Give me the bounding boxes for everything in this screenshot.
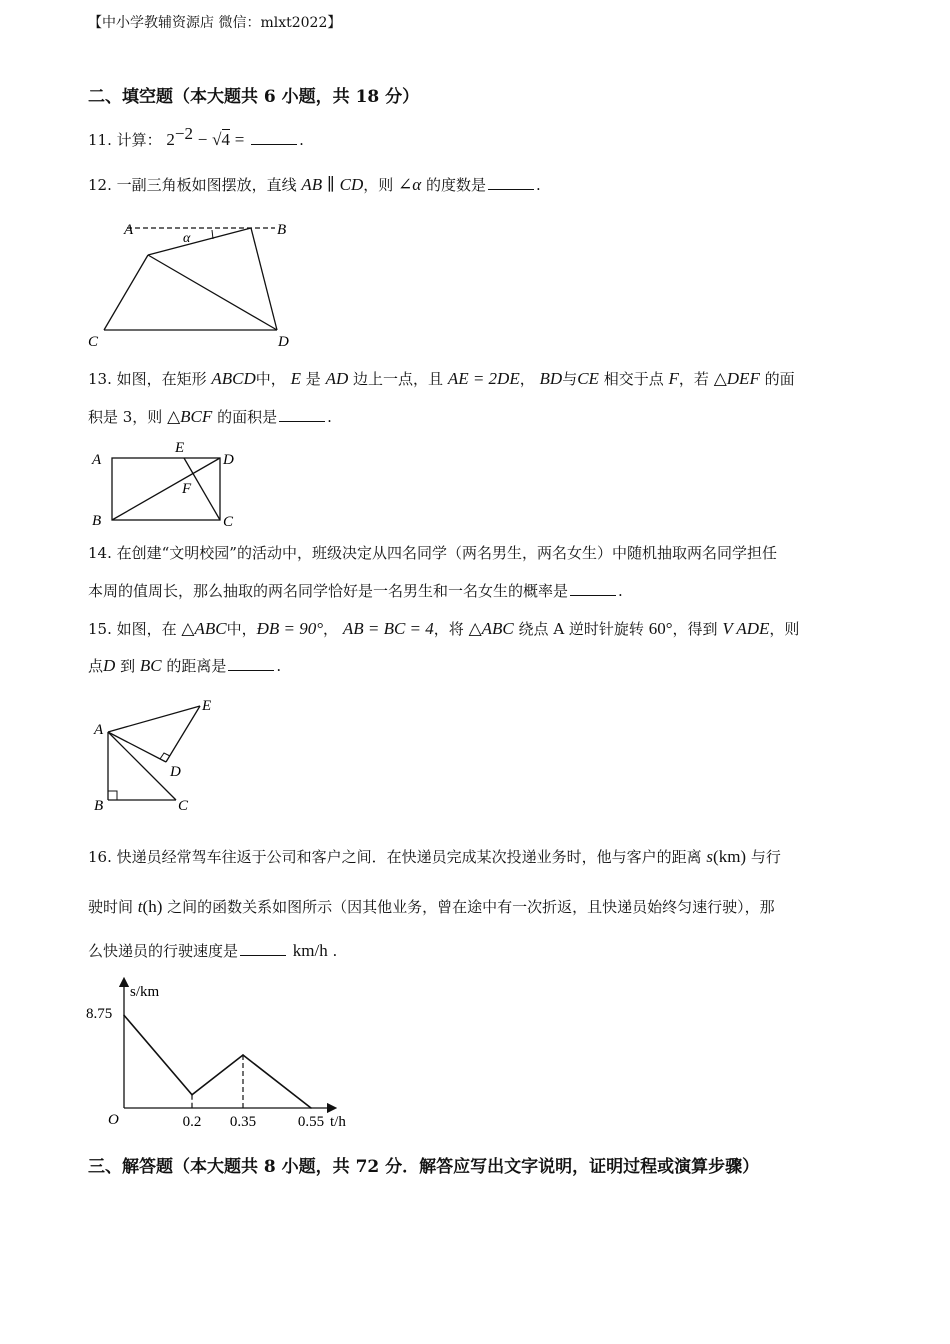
q12-parallel: ∥ [326, 175, 335, 194]
fig13-label-d: D [223, 452, 234, 468]
q13-l1-c: 是 [305, 370, 321, 388]
q12-text-c: 的度数是 [425, 176, 486, 194]
q13-l1-f: 与 [562, 370, 578, 388]
q13-l1-d: 边上一点，且 [353, 370, 444, 388]
fig15-label-b: B [94, 798, 104, 814]
chart-ytick-8.75: 8.75 [86, 1006, 113, 1022]
fig15-label-a: A [94, 722, 104, 738]
q15-end: . [276, 657, 282, 675]
fig13-label-b: B [92, 513, 102, 529]
q13-l1-a: 13. 如图，在矩形 [88, 370, 207, 388]
figure-15 [84, 690, 234, 818]
q16-t: t [137, 897, 143, 916]
q15-l1-d: ，将 [433, 620, 464, 638]
q15-ade: V ADE [722, 619, 770, 638]
fig15-label-e: E [202, 698, 212, 714]
question-13-line-1 [88, 368, 795, 389]
q16-km: (km) [713, 847, 747, 866]
q15-l2-a: 点 [88, 657, 104, 675]
q15-l1-a: 15. 如图，在 [88, 620, 177, 638]
q13-abcd: ABCD [211, 369, 256, 388]
chart-guides [192, 1055, 243, 1108]
fig13-label-a: A [92, 452, 102, 468]
q16-end: . [332, 942, 338, 960]
q13-eq: AE = 2DE [447, 369, 520, 388]
q14-end: . [618, 582, 623, 600]
q13-ad: AD [325, 369, 349, 388]
q15-l1-e: 绕点 A 逆时针旋转 [518, 620, 644, 638]
q13-answer-blank[interactable] [279, 407, 325, 422]
chart-distance-time [80, 976, 370, 1136]
fig15-edge-ad [108, 732, 166, 762]
q16-unit: km/h [292, 941, 328, 960]
fig12-label-c: C [88, 334, 99, 350]
q16-l3-a: 么快递员的行驶速度是 [88, 942, 239, 960]
q13-bcf: △BCF [167, 407, 213, 426]
q12-cd: CD [339, 175, 364, 194]
q16-l2-a: 驶时间 [88, 898, 134, 916]
chart-ylabel: s/km [130, 984, 160, 1000]
q11-equals: = [234, 130, 245, 149]
q13-l2-b: 的面积是 [217, 408, 278, 426]
q12-ab: AB [301, 175, 323, 194]
q15-l1-g: ，则 [769, 620, 800, 638]
fig13-label-e: E [175, 440, 185, 456]
q13-l1-i: 的面 [764, 370, 795, 388]
section-3-title: 三、解答题（本大题共 8 小题，共 72 分．解答应写出文字说明，证明过程或演算步骤） [88, 1157, 760, 1177]
fig12-edge-ed [148, 255, 277, 330]
q16-l1-b: 与行 [750, 848, 781, 866]
figure-13 [84, 436, 254, 532]
chart-xtick-0.35: 0.35 [229, 1114, 257, 1130]
q13-end: . [327, 408, 332, 426]
q15-abc-2: △ABC [468, 619, 514, 638]
q11-end: . [299, 131, 304, 149]
fig15-right-angle-b [108, 791, 117, 800]
section-2-title: 二、填空题（本大题共 6 小题，共 18 分） [88, 87, 420, 107]
q15-answer-blank[interactable] [228, 656, 274, 671]
q12-text-b: ，则 [363, 176, 394, 194]
q13-l2-a: 积是 3，则 [88, 408, 163, 426]
fig15-label-c: C [178, 798, 189, 814]
q13-ce: CE [577, 369, 599, 388]
question-15-line-2 [88, 655, 281, 676]
chart-xtick-0.2: 0.2 [182, 1114, 202, 1130]
q12-answer-blank[interactable] [488, 175, 534, 190]
question-12 [88, 174, 541, 195]
q11-radicand: 4 [221, 130, 230, 149]
q13-bd: BD [539, 369, 563, 388]
question-13-line-2 [88, 406, 332, 427]
q15-abbc: AB = BC = 4 [342, 619, 434, 638]
q15-degree: 60° [648, 619, 673, 638]
q15-l2-c: 的距离是 [166, 657, 227, 675]
chart-xtick-0.55: 0.55 [297, 1114, 325, 1130]
fig12-label-a: A [124, 222, 134, 238]
q11-answer-blank[interactable] [251, 130, 297, 145]
q13-def: △DEF [713, 369, 760, 388]
q16-h: (h) [142, 897, 163, 916]
fig15-edge-ac [108, 732, 176, 800]
q15-l1-f: ，得到 [672, 620, 718, 638]
q12-angle: ∠α [398, 175, 422, 194]
q11-exponent: −2 [174, 124, 193, 143]
q13-l1-g: 相交于点 [603, 370, 664, 388]
chart-origin: O [108, 1112, 119, 1128]
page-header: 【中小学教辅资源店 微信：mlxt2022】 [88, 15, 342, 31]
q14-l2: 本周的值周长，那么抽取的两名同学恰好是一名男生和一名女生的概率是 [88, 582, 569, 600]
question-16-line-1 [88, 846, 781, 867]
q15-angle: ÐB = 90° [256, 619, 324, 638]
q16-l2-b: 之间的函数关系如图所示（因其他业务，曾在途中有一次折返，且快递员始终匀速行驶），那 [167, 898, 775, 916]
q13-l1-b: 中， [255, 370, 286, 388]
q15-l1-c: ， [323, 620, 339, 638]
q15-l1-b: 中， [226, 620, 257, 638]
q15-abc: △ABC [181, 619, 227, 638]
q11-base: 2 [166, 130, 175, 149]
q16-answer-blank[interactable] [240, 941, 286, 956]
fig13-label-f: F [182, 481, 192, 497]
fig12-edge-ec [104, 255, 148, 330]
q13-l1-e: ， [519, 370, 535, 388]
q15-bc: BC [139, 656, 162, 675]
figure-12 [80, 212, 310, 352]
q11-number: 11. 计算： [88, 131, 162, 149]
question-15-line-1 [88, 618, 799, 639]
fig15-label-d: D [170, 764, 181, 780]
q14-answer-blank[interactable] [570, 581, 616, 596]
q16-s: s [706, 847, 714, 866]
fig13-diagonal-bd [112, 458, 220, 520]
chart-point-3 [310, 1107, 312, 1109]
fig12-edge-eb [148, 228, 251, 255]
q11-minus: − [197, 130, 208, 149]
chart-point-0 [123, 1014, 125, 1016]
q13-e: E [290, 369, 301, 388]
chart-point-2 [242, 1054, 244, 1056]
question-16-line-3 [88, 940, 337, 961]
fig12-label-d: D [278, 334, 289, 350]
q13-f: F [668, 369, 679, 388]
chart-series-line [124, 1015, 311, 1108]
q12-text-a: 12. 一副三角板如图摆放，直线 [88, 176, 297, 194]
q15-d: D [103, 656, 116, 675]
q13-l1-h: ，若 [678, 370, 709, 388]
fig13-label-c: C [223, 514, 234, 530]
fig12-label-alpha: α [183, 231, 191, 246]
fig12-edge-bd [251, 228, 277, 330]
q16-l1-a: 16. 快递员经常驾车往返于公司和客户之间．在快递员完成某次投递业务时，他与客户的距离 [88, 848, 702, 866]
q15-l2-b: 到 [120, 657, 136, 675]
question-11 [88, 124, 304, 150]
question-14-line-2 [88, 580, 623, 601]
q12-end: . [536, 176, 541, 194]
question-16-line-2 [88, 896, 775, 917]
q11-sqrt: √ [212, 130, 222, 149]
chart-points [123, 1014, 312, 1108]
chart-point-1 [191, 1094, 193, 1096]
question-14-line-1: 14. 在创建“文明校园”的活动中，班级决定从四名同学（两名男生，两名女生）中随机抽取两名同学担任 [88, 544, 777, 562]
fig12-label-b: B [277, 222, 287, 238]
chart-xlabel: t/h [330, 1114, 346, 1130]
